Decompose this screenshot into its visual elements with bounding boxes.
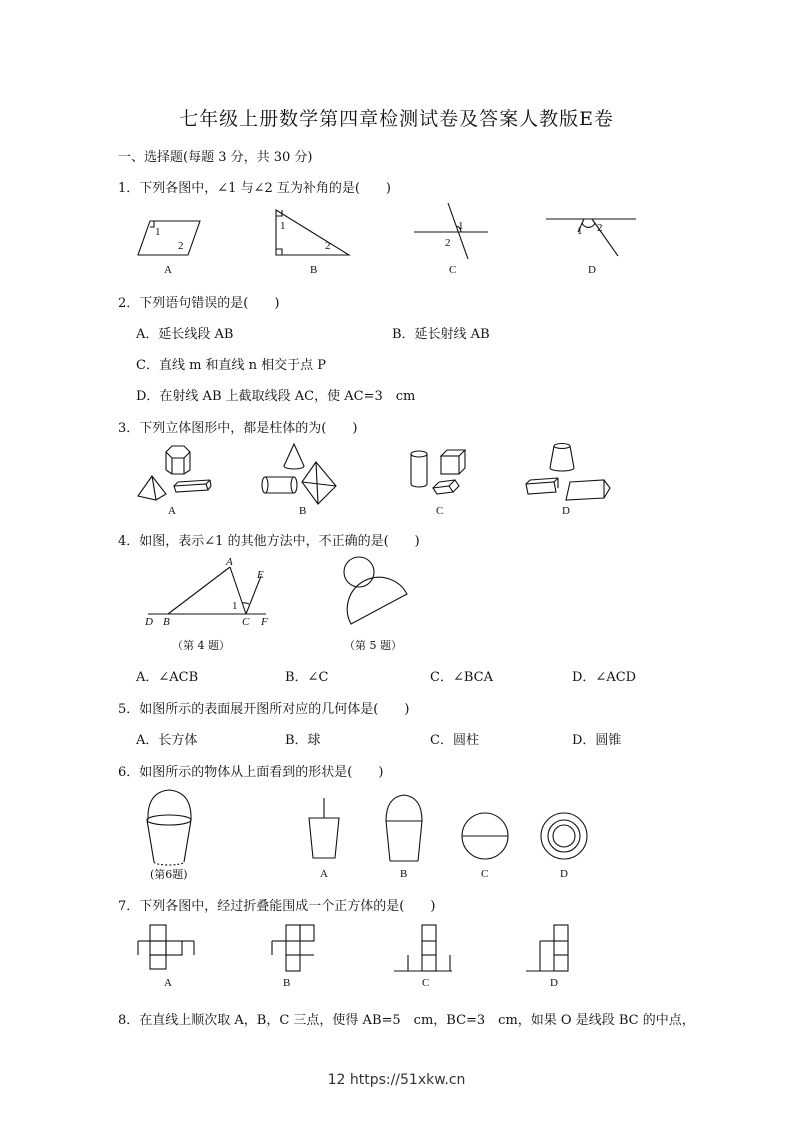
q1-label-d: D: [588, 264, 596, 276]
q3-figure-a: [136, 446, 212, 502]
question-1-stem: 1．下列各图中，∠1 与∠2 互为补角的是( ): [118, 181, 392, 196]
q1-a-mark-2: 2: [178, 240, 184, 252]
q7-figure-b: [270, 925, 318, 973]
q4-point-c: C: [242, 616, 250, 628]
q4-caption: （第 4 题）: [172, 639, 230, 652]
question-7-stem: 7．下列各图中，经过折叠能围成一个正方体的是( ): [118, 899, 436, 914]
q7-label-d: D: [550, 977, 558, 989]
q5-option-b: B．球: [285, 733, 321, 748]
question-5-stem: 5．如图所示的表面展开图所对应的几何体是( ): [118, 702, 410, 717]
q1-a-mark-1: 1: [155, 226, 161, 238]
q1-c-mark-2: 2: [445, 237, 451, 249]
q5-figure: [343, 556, 409, 628]
q2-option-a: A．延长线段 AB: [136, 327, 234, 342]
q6-caption: (第6题): [150, 868, 188, 881]
q1-label-c: C: [449, 264, 457, 276]
q6-label-b: B: [400, 868, 408, 880]
q4-point-f: F: [261, 616, 268, 628]
q5-option-c: C．圆柱: [430, 733, 479, 748]
question-2-stem: 2．下列语句错误的是( ): [118, 296, 280, 311]
q1-figure-d: [546, 216, 636, 258]
q3-figure-b: [262, 444, 338, 504]
q4-option-d: D．∠ACD: [572, 670, 637, 685]
q1-label-a: A: [164, 264, 172, 276]
q4-figure: [148, 564, 268, 616]
q5-option-a: A．长方体: [136, 733, 198, 748]
q4-point-d: D: [145, 616, 153, 628]
q4-option-a: A．∠ACB: [136, 670, 199, 685]
q1-b-mark-1: 1: [280, 220, 286, 232]
q4-point-a: A: [226, 556, 233, 568]
page-footer: 12 https://51xkw.cn: [327, 1072, 466, 1088]
q3-figure-c: [411, 446, 471, 502]
q4-option-c: C．∠BCA: [430, 670, 493, 685]
q1-figure-a: [138, 218, 200, 258]
q7-label-a: A: [164, 977, 172, 989]
q4-point-b: B: [163, 616, 170, 628]
q4-point-e: E: [257, 569, 264, 581]
question-4-stem: 4．如图，表示∠1 的其他方法中，不正确的是( ): [118, 534, 420, 549]
q6-figure-a: [307, 798, 341, 860]
q7-figure-d: [526, 925, 576, 973]
q7-label-b: B: [283, 977, 291, 989]
q3-figure-d: [522, 442, 614, 502]
q2-option-c: C．直线 m 和直线 n 相交于点 P: [136, 358, 327, 373]
q4-option-b: B．∠C: [285, 670, 329, 685]
q1-b-mark-2: 2: [325, 240, 331, 252]
q6-label-a: A: [320, 868, 328, 880]
q1-label-b: B: [310, 264, 318, 276]
q7-figure-c: [394, 925, 454, 973]
q1-figure-b: [276, 210, 350, 256]
q1-d-mark-1: 1: [577, 225, 583, 237]
q2-option-b: B．延长射线 AB: [392, 327, 490, 342]
q1-c-mark-1: 1: [458, 220, 464, 232]
q6-label-d: D: [560, 868, 568, 880]
q5-option-d: D．圆锥: [572, 733, 622, 748]
q3-label-c: C: [436, 505, 444, 517]
question-3-stem: 3．下列立体图形中，都是柱体的为( ): [118, 421, 358, 436]
question-6-stem: 6．如图所示的物体从上面看到的形状是( ): [118, 765, 384, 780]
q3-label-d: D: [562, 505, 570, 517]
section-heading: 一、选择题(每题 3 分，共 30 分): [118, 150, 313, 165]
q1-d-mark-2: 2: [597, 222, 603, 234]
q6-figure-d: [540, 812, 588, 860]
q5-caption: （第 5 题）: [344, 639, 402, 652]
page-title: 七年级上册数学第四章检测试卷及答案人教版E卷: [179, 108, 614, 130]
q1-figure-c: [414, 203, 488, 259]
q6-figure-b: [384, 795, 424, 863]
q4-angle-1: 1: [232, 600, 238, 612]
q6-figure-object: [145, 790, 195, 866]
q7-label-c: C: [422, 977, 430, 989]
q3-label-a: A: [168, 505, 176, 517]
q3-label-b: B: [299, 505, 307, 517]
q2-option-d: D．在射线 AB 上截取线段 AC，使 AC=3 cm: [136, 389, 416, 404]
q7-figure-a: [136, 925, 198, 971]
question-8-stem: 8．在直线上顺次取 A，B，C 三点，使得 AB=5 cm，BC=3 cm，如果 O 是线段 BC 的中点，: [118, 1013, 695, 1028]
q6-figure-c: [461, 812, 509, 860]
q6-label-c: C: [481, 868, 489, 880]
